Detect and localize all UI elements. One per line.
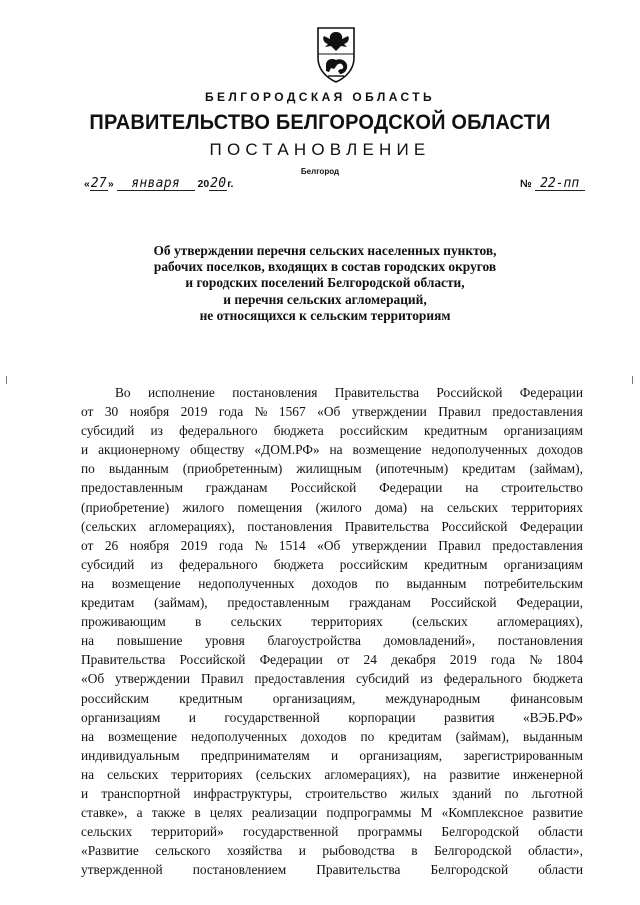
body-word: территорий» — [151, 824, 224, 840]
body-word: рыбоводства — [322, 843, 395, 859]
body-word: агломерациях), — [497, 614, 583, 630]
body-word: выданным — [523, 728, 583, 744]
body-word: Белгородской — [430, 862, 509, 878]
body-word: на — [329, 442, 343, 458]
body-word: транспортной — [101, 785, 181, 801]
body-word: ноября — [129, 537, 170, 553]
body-word: (займам), — [455, 728, 510, 744]
body-word: декабря — [391, 652, 436, 668]
body-word: «Об — [81, 671, 105, 687]
body-line — [81, 689, 583, 708]
body-line — [81, 478, 583, 497]
body-line — [81, 498, 583, 517]
body-word: территориях — [511, 499, 583, 515]
body-word: 1514 — [278, 537, 306, 553]
body-word: М — [420, 805, 433, 821]
body-line — [81, 631, 583, 650]
body-word: жилого — [182, 499, 225, 515]
body-word: постановления — [247, 518, 333, 534]
body-word: агломерациях), — [324, 766, 411, 782]
body-word: Федерации — [259, 652, 323, 668]
body-word: № — [254, 404, 268, 420]
body-word: подпрограммы — [326, 805, 412, 821]
body-word: Федерации — [519, 518, 583, 534]
body-word: целях — [209, 805, 243, 821]
body-word: повышение — [116, 633, 183, 649]
body-word: Белгородской — [434, 843, 512, 859]
body-word: Во — [115, 385, 131, 400]
body-word: Федерации — [519, 385, 583, 400]
body-word: проживающим — [81, 614, 166, 630]
body-word: доходов — [537, 442, 583, 458]
body-word: «Об — [317, 537, 341, 553]
body-word: на — [420, 499, 434, 515]
body-word: территориях — [311, 614, 383, 630]
body-word: на — [81, 575, 95, 591]
body-line — [81, 860, 583, 879]
body-line — [81, 383, 583, 402]
body-word: выданным — [108, 461, 169, 477]
title-line: Об утверждении перечня сельских населенных пунктов, — [153, 243, 497, 258]
body-word: организациям — [503, 423, 583, 439]
body-line — [81, 746, 583, 765]
body-word: Федерации, — [516, 595, 583, 611]
body-word: года — [218, 537, 244, 553]
body-word: по — [81, 461, 95, 477]
body-word: зданий — [452, 785, 492, 801]
body-word: корпорации — [348, 709, 416, 725]
body-line — [81, 555, 583, 574]
document-body — [81, 383, 583, 879]
title-line: и перечня сельских агломераций, — [223, 291, 427, 307]
body-word: Правительства — [334, 385, 420, 400]
body-word: Российской — [436, 385, 503, 400]
title-line: и городских поселений Белгородской области, — [185, 275, 465, 291]
body-word: 1567 — [278, 404, 306, 420]
body-word: сельских — [446, 499, 499, 515]
body-word: российским — [81, 690, 150, 706]
document-number — [520, 177, 585, 191]
body-word: «Об — [317, 404, 341, 420]
body-line — [81, 765, 583, 784]
body-word: № — [254, 537, 268, 553]
date-year-suffix: 20 — [210, 176, 227, 191]
body-word: на — [81, 728, 95, 744]
body-word: «Развитие — [81, 843, 139, 859]
body-word: сельского — [155, 843, 211, 859]
body-word: Правительства — [316, 862, 401, 878]
body-word: Российской — [179, 652, 246, 668]
body-word: развития — [443, 709, 495, 725]
body-word: организациям — [81, 709, 161, 725]
body-word: субсидий — [81, 556, 135, 572]
body-word: жилых — [400, 785, 439, 801]
body-word: Российской — [441, 518, 508, 534]
body-word: на — [423, 766, 437, 782]
body-word: года — [490, 652, 516, 668]
body-line — [81, 669, 583, 688]
body-word: кредитным — [423, 556, 488, 572]
body-word: Российской — [290, 480, 357, 496]
body-word: утверждении — [351, 537, 427, 553]
date-year-prefix: 20 — [197, 178, 210, 190]
body-word: на — [465, 480, 479, 496]
body-word: гражданам — [205, 480, 268, 496]
body-word: (сельских — [255, 766, 312, 782]
body-word: постановления — [497, 633, 583, 649]
body-word: области», — [528, 843, 583, 859]
body-word: уровня — [205, 633, 245, 649]
body-word: а — [136, 805, 143, 821]
body-word: возмещение — [108, 728, 178, 744]
body-word: по — [360, 728, 375, 744]
body-line — [81, 421, 583, 440]
document-date — [84, 177, 233, 191]
body-line — [81, 822, 583, 841]
body-word: от — [337, 652, 350, 668]
body-word: хозяйства — [226, 843, 283, 859]
document-title — [80, 243, 570, 324]
body-word: строительство — [305, 785, 388, 801]
body-word: льготной — [531, 785, 583, 801]
body-word: (приобретенным) — [182, 461, 283, 477]
body-word: ставке», — [81, 805, 128, 821]
body-word: предоставления — [492, 404, 583, 420]
body-word: Правительства — [344, 518, 430, 534]
body-word: (сельских — [412, 614, 468, 630]
body-word: Правительства — [81, 652, 166, 668]
body-word: в — [195, 614, 202, 630]
body-word: области — [538, 862, 583, 878]
body-word: утверждении — [115, 671, 191, 687]
body-word: акционерному — [98, 442, 181, 458]
body-word: года — [218, 404, 244, 420]
body-word: инфраструктуры, — [193, 785, 293, 801]
body-word: строительство — [501, 480, 583, 496]
body-word: и — [330, 747, 339, 763]
region-name: БЕЛГОРОДСКАЯ ОБЛАСТЬ — [205, 90, 435, 104]
body-word: недополученных — [431, 442, 528, 458]
body-word: Правил — [438, 404, 481, 420]
body-word: (жилого — [315, 499, 362, 515]
body-line — [81, 841, 583, 860]
body-word: в — [194, 805, 201, 821]
body-word: (займам), — [154, 595, 208, 611]
body-word: предоставленным — [227, 595, 330, 611]
body-word: финансовым — [510, 690, 583, 706]
body-word: и — [81, 442, 89, 458]
body-word: 24 — [363, 652, 377, 668]
body-word: от — [81, 404, 94, 420]
body-word: возмещение — [111, 575, 181, 591]
body-word: организациям, — [272, 690, 356, 706]
body-word: организациям — [503, 556, 583, 572]
body-word: организациям, — [359, 747, 443, 763]
body-word: (займам), — [529, 461, 583, 477]
body-word: государственной — [242, 824, 339, 840]
body-word: из — [150, 556, 163, 572]
body-word: бюджета — [273, 423, 324, 439]
body-word: дома) — [375, 499, 408, 515]
body-word: 2019 — [449, 652, 477, 668]
body-word: доходов — [312, 575, 358, 591]
date-month: января — [117, 177, 195, 191]
number-label: № — [520, 178, 532, 190]
body-word: Федерации — [379, 480, 443, 496]
body-line — [81, 574, 583, 593]
body-word: предоставления — [254, 671, 346, 687]
body-line — [81, 402, 583, 421]
body-word: 30 — [104, 404, 119, 420]
date-open-quote: « — [84, 178, 90, 190]
title-line: рабочих поселков, входящих в состав городских округов — [153, 259, 497, 275]
document-type: ПОСТАНОВЛЕНИЕ — [209, 140, 431, 159]
body-word: агломерациях), — [148, 518, 235, 534]
body-word: субсидий — [355, 671, 410, 687]
body-word: российским — [339, 556, 408, 572]
body-word: «ВЭБ.РФ» — [522, 709, 583, 725]
body-word: Правил — [200, 671, 244, 687]
body-word: утвержденной — [81, 862, 163, 878]
body-line — [81, 708, 583, 727]
body-word: индивидуальным — [81, 747, 180, 763]
body-word: потребительским — [483, 575, 583, 591]
body-word: постановления — [232, 385, 318, 400]
body-line — [81, 803, 583, 822]
body-word: предоставленным — [81, 480, 183, 496]
body-word: постановлением — [192, 862, 287, 878]
date-year-abbr: г. — [227, 178, 234, 190]
margin-mark — [632, 376, 633, 384]
body-word: и — [188, 709, 196, 725]
body-line — [81, 517, 583, 536]
body-word: недополученных — [198, 575, 295, 591]
body-word: зарегистрированным — [463, 747, 583, 763]
body-word: от — [81, 537, 94, 553]
body-word: гражданам — [349, 595, 411, 611]
body-word: благоустройства — [267, 633, 361, 649]
title-line: не относящихся к сельским территориям — [199, 307, 451, 323]
body-word: сельских — [230, 614, 282, 630]
body-word: Белгородской — [441, 824, 519, 840]
body-word: инженерной — [512, 766, 583, 782]
body-word: Правил — [438, 537, 481, 553]
body-word: доходов — [301, 728, 347, 744]
body-line — [81, 459, 583, 478]
body-word: программы — [357, 824, 423, 840]
body-word: и — [298, 843, 306, 859]
margin-mark — [6, 376, 7, 384]
body-word: кредитам — [388, 728, 442, 744]
body-word: (сельских — [81, 518, 137, 534]
body-word: № — [529, 652, 543, 668]
body-line — [81, 784, 583, 803]
body-word: 1804 — [556, 652, 583, 668]
body-word: бюджета — [533, 671, 583, 687]
body-word: 26 — [104, 537, 119, 553]
body-line — [81, 727, 583, 746]
body-word: предпринимателям — [200, 747, 310, 763]
body-word: государственной — [224, 709, 320, 725]
body-word: сельских — [81, 824, 133, 840]
body-word: развитие — [449, 766, 500, 782]
body-word: недополученных — [190, 728, 288, 744]
body-word: из — [420, 671, 433, 687]
body-word: российским — [339, 423, 408, 439]
body-word: помещения — [237, 499, 303, 515]
body-word: выданным — [406, 575, 467, 591]
body-word: и — [81, 785, 89, 801]
body-word: на — [81, 633, 95, 649]
body-word: Российской — [430, 595, 497, 611]
body-word: (ипотечным) — [375, 461, 449, 477]
body-word: федерального — [443, 671, 523, 687]
body-word: обществу — [190, 442, 245, 458]
body-line — [81, 612, 583, 631]
city-name: Белгород — [300, 167, 340, 176]
body-word: территориях — [171, 766, 243, 782]
body-word: «Комплексное — [441, 805, 524, 821]
body-word: бюджета — [273, 556, 324, 572]
body-word: 2019 — [180, 537, 208, 553]
body-line — [81, 593, 583, 612]
body-word: также — [151, 805, 186, 821]
body-word: кредитным — [423, 423, 488, 439]
body-line — [81, 650, 583, 669]
body-word: по — [375, 575, 389, 591]
coat-of-arms-emblem — [314, 24, 358, 84]
body-word: «ДОМ.РФ» — [254, 442, 320, 458]
body-line — [81, 440, 583, 459]
body-word: кредитным — [179, 690, 243, 706]
date-close-quote: » — [107, 178, 114, 190]
body-word: утверждении — [351, 404, 427, 420]
body-word: кредитам — [81, 595, 135, 611]
date-day: 27 — [90, 176, 107, 191]
body-word: федерального — [179, 556, 258, 572]
body-word: ноября — [129, 404, 170, 420]
body-word: реализации — [251, 805, 318, 821]
number-value: 22-пп — [535, 177, 585, 191]
body-word: области — [538, 824, 583, 840]
body-word: на — [81, 766, 95, 782]
government-name: ПРАВИТЕЛЬСТВО БЕЛГОРОДСКОЙ ОБЛАСТИ — [89, 110, 551, 134]
body-word: субсидий — [81, 423, 135, 439]
body-word: жилищным — [296, 461, 362, 477]
body-word: предоставления — [492, 537, 583, 553]
body-word: возмещение — [352, 442, 422, 458]
body-word: федерального — [179, 423, 258, 439]
body-word: по — [504, 785, 519, 801]
body-word: (приобретение) — [81, 499, 170, 515]
body-word: в — [411, 843, 418, 859]
body-word: международным — [385, 690, 481, 706]
body-word: развитие — [532, 805, 583, 821]
body-word: исполнение — [147, 385, 215, 400]
body-word: из — [150, 423, 163, 439]
body-word: кредитам — [462, 461, 516, 477]
body-word: домовладений», — [383, 633, 476, 649]
body-line — [81, 536, 583, 555]
body-word: 2019 — [180, 404, 208, 420]
body-word: сельских — [107, 766, 159, 782]
